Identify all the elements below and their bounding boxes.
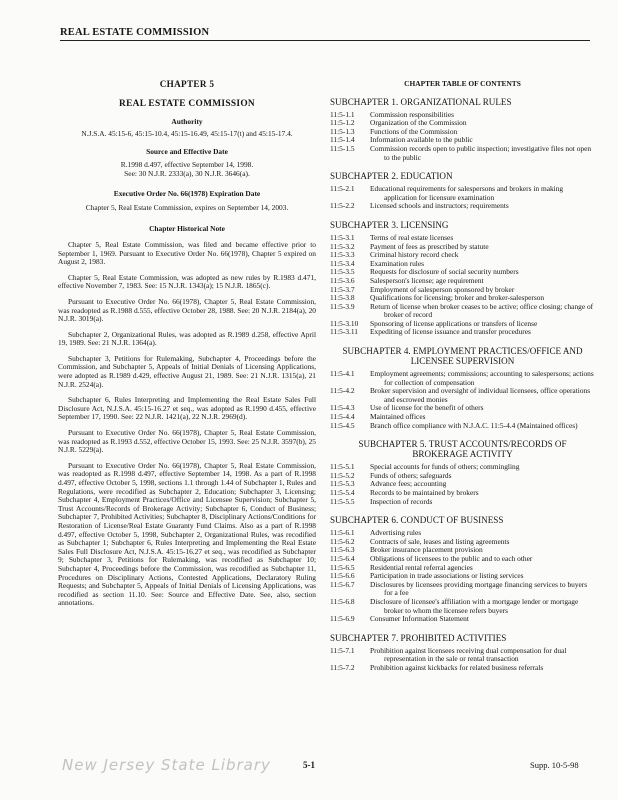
note-paragraph: Subchapter 2, Organizational Rules, was adopted as R.1989 d.258, effective April 19, 1989. See: 21 N.J.R. 1364(a).	[58, 329, 316, 348]
toc-entry	[330, 185, 595, 202]
section-number: 11:5-3.6	[330, 275, 355, 285]
authority-heading: Authority	[171, 117, 203, 127]
section-number: 11:5-1.2	[330, 118, 355, 128]
header-rule	[60, 40, 590, 41]
historical-note-body	[58, 241, 316, 608]
note-paragraph: Pursuant to Executive Order No. 66(1978), Chapter 5, Real Estate Commission, was readopted as R.1988 d.555, effective October 28, 1988. See: 20 N.J.R. 2184(a), 20 N.J.R. 3019(a).	[58, 296, 316, 324]
section-number: 11:5-4.2	[330, 386, 355, 396]
section-number: 11:5-3.1	[330, 232, 355, 242]
toc-entry	[330, 598, 595, 615]
source-line: R.1998 d.497, effective September 14, 1998.	[120, 159, 254, 169]
section-title: Contracts of sale, leases and listing agreements	[370, 536, 510, 546]
section-title: Commission records open to public inspection; investigative files not open to the public	[370, 143, 592, 162]
section-title: Inspection of records	[370, 496, 433, 506]
section-title: Commission responsibilities	[370, 109, 454, 119]
toc-entry	[330, 387, 595, 404]
section-number: 11:5-5.1	[330, 462, 355, 472]
section-title: Expediting of license issuance and transfer procedures	[370, 327, 531, 337]
section-title: Obligations of licensees to the public and to each other	[370, 553, 533, 563]
toc-entry	[330, 664, 595, 673]
supplement-date: Supp. 10-5-98	[530, 760, 579, 770]
toc-entry	[330, 647, 595, 664]
library-watermark: New Jersey State Library	[62, 756, 271, 774]
section-number: 11:5-3.3	[330, 250, 355, 260]
section-title: Participation in trade associations or listing services	[370, 571, 524, 581]
section-number: 11:5-6.1	[330, 528, 355, 538]
note-paragraph: Chapter 5, Real Estate Commission, was adopted as new rules by R.1983 d.471, effective November 7, 1983. See: 15 N.J.R. 1343(a); 15 N.J.R. 1865(c).	[58, 272, 316, 291]
section-number: 11:5-1.4	[330, 135, 355, 145]
section-title: Maintained offices	[370, 412, 426, 422]
toc-entry	[330, 145, 595, 162]
source-line: See: 30 N.J.R. 2333(a), 30 N.J.R. 3646(a).	[124, 168, 250, 178]
section-number: 11:5-1.1	[330, 109, 355, 119]
section-number: 11:5-3.9	[330, 301, 355, 311]
section-title: Prohibition against licensees receiving dual compensation for dual representation in the sale or rental transaction	[370, 645, 567, 664]
source-lines	[58, 161, 316, 178]
section-number: 11:5-3.7	[330, 284, 355, 294]
section-number: 11:5-5.4	[330, 488, 355, 497]
section-title: Branch office compliance with N.J.A.C. 11:5-4.4 (Maintained offices)	[370, 420, 578, 430]
note-paragraph: Pursuant to Executive Order No. 66(1978), Chapter 5, Real Estate Commission, was readopted as R.1993 d.552, effective October 15, 1993. See: 25 N.J.R. 3597(b), 25 N.J.R. 5229(a).	[58, 428, 316, 455]
left-column	[58, 80, 316, 608]
authority-text: N.J.S.A. 45:15-6, 45:15-10.4, 45:15-16.49, 45:15-17(t) and 45:15-17.4.	[81, 128, 293, 138]
section-title: Educational requirements for salespersons and brokers in making application for licensure examination	[370, 184, 564, 202]
subchapter-heading: SUBCHAPTER 3. LICENSING	[330, 219, 449, 230]
note-paragraph: Chapter 5, Real Estate Commission, was filed and became effective prior to September 1, 1969. Pursuant to Executive Order No. 66(1978), Chapter 5 expired on August 2, 1983.	[58, 239, 316, 267]
section-title: Special accounts for funds of others; commingling	[370, 462, 520, 472]
chapter-title: REAL ESTATE COMMISSION	[119, 98, 255, 109]
toc-entry	[330, 370, 595, 387]
section-number: 11:5-5.2	[330, 470, 355, 480]
subchapter-heading: SUBCHAPTER 2. EDUCATION	[330, 171, 453, 182]
section-number: 11:5-5.5	[330, 496, 355, 506]
section-title: Return of license when broker ceases to be active; office closing; change of broker of record	[370, 301, 594, 320]
toc-entry	[330, 328, 595, 337]
section-number: 11:5-4.5	[330, 420, 355, 430]
section-title: Requests for disclosure of social security numbers	[370, 267, 519, 277]
section-title: Information available to the public	[370, 135, 473, 145]
toc-heading: CHAPTER TABLE OF CONTENTS	[404, 79, 521, 88]
executive-order-text: Chapter 5, Real Estate Commission, expires on September 14, 2003.	[85, 202, 289, 212]
section-number: 11:5-3.8	[330, 293, 355, 303]
toc-entry	[330, 581, 595, 598]
page-number: 5-1	[303, 760, 315, 770]
section-title: Employment agreements; commissions; accounting to salespersons; actions for collection of compensation	[370, 369, 594, 387]
section-title: Records to be maintained by brokers	[370, 488, 479, 497]
subchapter-heading: SUBCHAPTER 4. EMPLOYMENT PRACTICES/OFFICE AND LICENSEE SUPERVISION	[342, 346, 583, 367]
section-number: 11:5-6.5	[330, 562, 355, 572]
section-number: 11:5-3.2	[330, 241, 355, 251]
section-title: Advertising rules	[370, 528, 422, 538]
section-number: 11:5-6.9	[330, 614, 355, 624]
section-title: Examination rules	[370, 258, 424, 268]
section-title: Functions of the Commission	[370, 126, 458, 136]
subchapter-heading: SUBCHAPTER 7. PROHIBITED ACTIVITIES	[330, 632, 507, 643]
running-head: REAL ESTATE COMMISSION	[60, 27, 210, 38]
section-title: Disclosure of licensee's affiliation with a mortgage lender or mortgage broker to whom the licensee refers buyers	[370, 596, 579, 615]
section-title: Broker insurance placement provision	[370, 545, 483, 555]
note-paragraph: Subchapter 3, Petitions for Rulemaking, Subchapter 4, Proceedings before the Commission, and Subchapter 5, Appeals of Initial Denials of Licensing Applications, were adopted as R.1989 d.429, effective August 21, 1989. See: 21 N.J.R. 1315(a), 21 N.J.R. 2524(a).	[58, 353, 316, 389]
subchapter-heading: SUBCHAPTER 1. ORGANIZATIONAL RULES	[330, 96, 512, 107]
section-title: Sponsoring of license applications or transfers of license	[370, 318, 538, 328]
right-column	[330, 80, 595, 673]
section-title: Salesperson's license; age requirement	[370, 275, 484, 285]
section-number: 11:5-3.4	[330, 258, 355, 268]
section-number: 11:5-1.3	[330, 126, 355, 136]
section-title: Disclosures by licensees providing mortgage financing services to buyers for a fee	[370, 579, 588, 598]
historical-note-heading: Chapter Historical Note	[149, 224, 225, 234]
toc-entry	[330, 498, 595, 507]
section-number: 11:5-6.6	[330, 571, 355, 581]
section-title: Employment of salesperson sponsored by broker	[370, 284, 515, 294]
section-number: 11:5-4.4	[330, 412, 355, 422]
source-heading: Source and Effective Date	[146, 147, 228, 157]
executive-order-heading: Executive Order No. 66(1978) Expiration Date	[113, 189, 261, 199]
section-number: 11:5-4.1	[330, 369, 355, 379]
table-of-contents	[330, 97, 595, 673]
section-title: Payment of fees as prescribed by statute	[370, 241, 489, 251]
toc-entry	[330, 422, 595, 431]
section-number: 11:5-6.3	[330, 545, 355, 555]
subchapter-heading: SUBCHAPTER 5. TRUST ACCOUNTS/RECORDS OF BROKERAGE ACTIVITY	[358, 439, 567, 460]
section-title: Licensed schools and instructors; requirements	[370, 201, 509, 211]
toc-entry	[330, 202, 595, 211]
section-number: 11:5-6.8	[330, 596, 355, 606]
chapter-number: CHAPTER 5	[159, 79, 215, 89]
section-title: Consumer Information Statement	[370, 614, 469, 624]
section-title: Funds of others; safeguards	[370, 470, 452, 480]
note-paragraph: Pursuant to Executive Order No. 66(1978), Chapter 5, Real Estate Commission, was readopted as R.1998 d.497, effective September 14, 1998. As a part of R.1998 d.497, effective October 5, 1998, sections 1.1 through 1.44 of Subchapter 1, Rules and Regulations, were recodified as Subchapter 2, Education; Subchapter 3, Licensing; Subchapter 4, Employment Practices/Office and Licensee Supervision; Subchapter 5, Trust Accounts/Records of Brokerage Activity; Subchapter 6, Conduct of Business; Subchapter 7, Prohibited Activities; Subchapter 8, Disciplinary Actions/Conditions for Restoration of License/Real Estate Guaranty Fund Claims. Also as a part of R.1998 d.497, effective October 5, 1998, Subchapter 2, Organizational Rules, was recodified as Subchapter 1; Subchapter 6, Rules Interpreting and Implementing the Real Estate Sales Full Disclosure Act, N.J.S.A. 45:15-16.27 et seq., was recodified as Subchapter 9; Subchapter 3, Petitions for Rulemaking, was recodified as Subchapter 10; Subchapter 4, Proceedings before the Commission, was recodified as Subchapter 11, Procedures on Disciplinary Actions, Contested Applications, Declaratory Ruling Requests; and Subchapter 5, Appeals of Initial Denials of Licensing Applications, was recodified as section 11.10. See: Source and Effective Date. See, also, section annotations.	[58, 460, 316, 608]
section-title: Organization of the Commission	[370, 118, 467, 128]
section-number: 11:5-3.10	[330, 318, 359, 328]
section-number: 11:5-6.2	[330, 536, 355, 546]
section-title: Advance fees; accounting	[370, 479, 447, 489]
section-title: Broker supervision and oversight of individual licensees, office operations and escrowed monies	[370, 386, 591, 404]
section-title: Terms of real estate licenses	[370, 232, 454, 242]
section-number: 11:5-3.11	[330, 327, 358, 337]
section-number: 11:5-7.2	[330, 662, 355, 672]
section-number: 11:5-5.3	[330, 479, 355, 489]
section-title: Residential rental referral agencies	[370, 562, 473, 572]
section-title: Use of license for the benefit of others	[370, 403, 484, 413]
note-paragraph: Subchapter 6, Rules Interpreting and Implementing the Real Estate Sales Full Disclosure Act, N.J.S.A. 45:15-16.27 et seq., was adopted as R.1990 d.455, effective September 17, 1990. See: 22 N.J.R. 1421(a), 22 N.J.R. 2969(d).	[58, 395, 316, 422]
section-title: Prohibition against kickbacks for related business referrals	[370, 662, 544, 672]
section-number: 11:5-4.3	[330, 403, 355, 413]
section-title: Criminal history record check	[370, 250, 459, 260]
section-number: 11:5-6.4	[330, 553, 355, 563]
section-number: 11:5-2.2	[330, 201, 355, 211]
toc-entry	[330, 303, 595, 320]
section-number: 11:5-7.1	[330, 645, 355, 655]
subchapter-heading: SUBCHAPTER 6. CONDUCT OF BUSINESS	[330, 515, 504, 526]
toc-entry	[330, 615, 595, 624]
section-number: 11:5-6.7	[330, 579, 355, 589]
section-title: Qualifications for licensing; broker and broker-salesperson	[370, 293, 545, 303]
section-number: 11:5-2.1	[330, 184, 355, 194]
section-number: 11:5-1.5	[330, 143, 355, 153]
section-number: 11:5-3.5	[330, 267, 355, 277]
